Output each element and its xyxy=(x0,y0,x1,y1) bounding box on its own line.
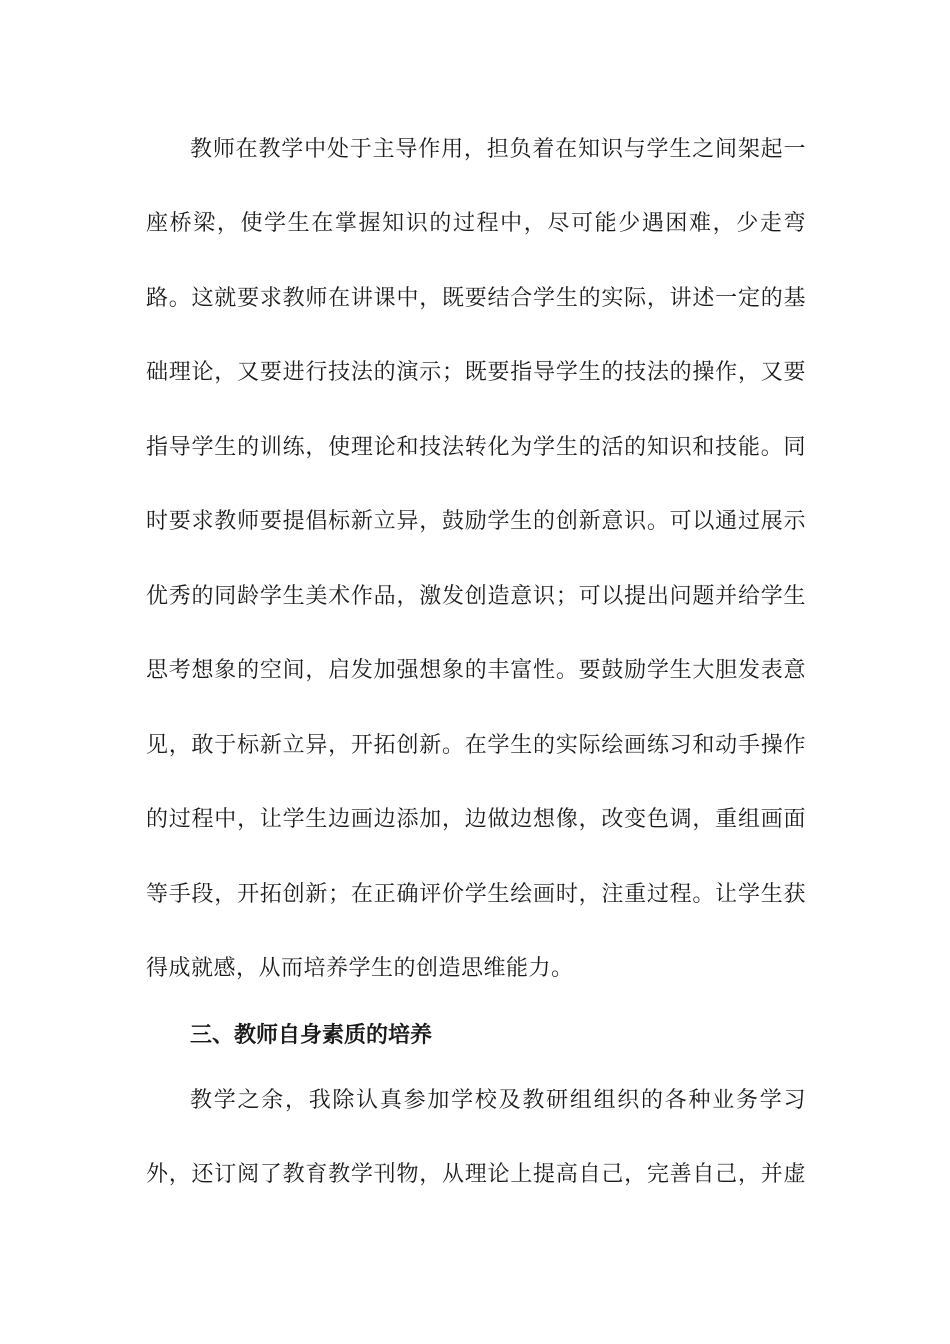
paragraph-1-line-4: 础理论，又要进行技法的演示；既要指导学生的技法的操作，又要 xyxy=(146,360,806,385)
paragraph-1-line-2: 座桥梁，使学生在掌握知识的过程中，尽可能少遇困难，少走弯 xyxy=(146,211,806,236)
paragraph-2-line-2: 外，还订阅了教育教学刊物，从理论上提高自己，完善自己，并虚 xyxy=(146,1162,806,1187)
paragraph-1-line-1: 教师在教学中处于主导作用，担负着在知识与学生之间架起一 xyxy=(190,137,806,162)
paragraph-1-line-6: 时要求教师要提倡标新立异，鼓励学生的创新意识。可以通过展示 xyxy=(146,509,806,534)
paragraph-1-line-3: 路。这就要求教师在讲课中，既要结合学生的实际，讲述一定的基 xyxy=(146,286,806,311)
section-heading: 三、教师自身素质的培养 xyxy=(190,1023,433,1048)
paragraph-1-line-10: 的过程中，让学生边画边添加，边做边想像，改变色调，重组画面 xyxy=(146,807,806,832)
paragraph-1-line-11: 等手段，开拓创新；在正确评价学生绘画时，注重过程。让学生获 xyxy=(146,882,806,907)
paragraph-2-line-1: 教学之余，我除认真参加学校及教研组组织的各种业务学习 xyxy=(190,1088,806,1113)
paragraph-1-line-12: 得成就感，从而培养学生的创造思维能力。 xyxy=(146,956,574,981)
paragraph-1-line-5: 指导学生的训练，使理论和技法转化为学生的活的知识和技能。同 xyxy=(146,435,806,460)
paragraph-1-line-9: 见，敢于标新立异，开拓创新。在学生的实际绘画练习和动手操作 xyxy=(146,733,806,758)
paragraph-1-line-7: 优秀的同龄学生美术作品，激发创造意识；可以提出问题并给学生 xyxy=(146,584,806,609)
paragraph-1-line-8: 思考想象的空间，启发加强想象的丰富性。要鼓励学生大胆发表意 xyxy=(146,658,806,683)
